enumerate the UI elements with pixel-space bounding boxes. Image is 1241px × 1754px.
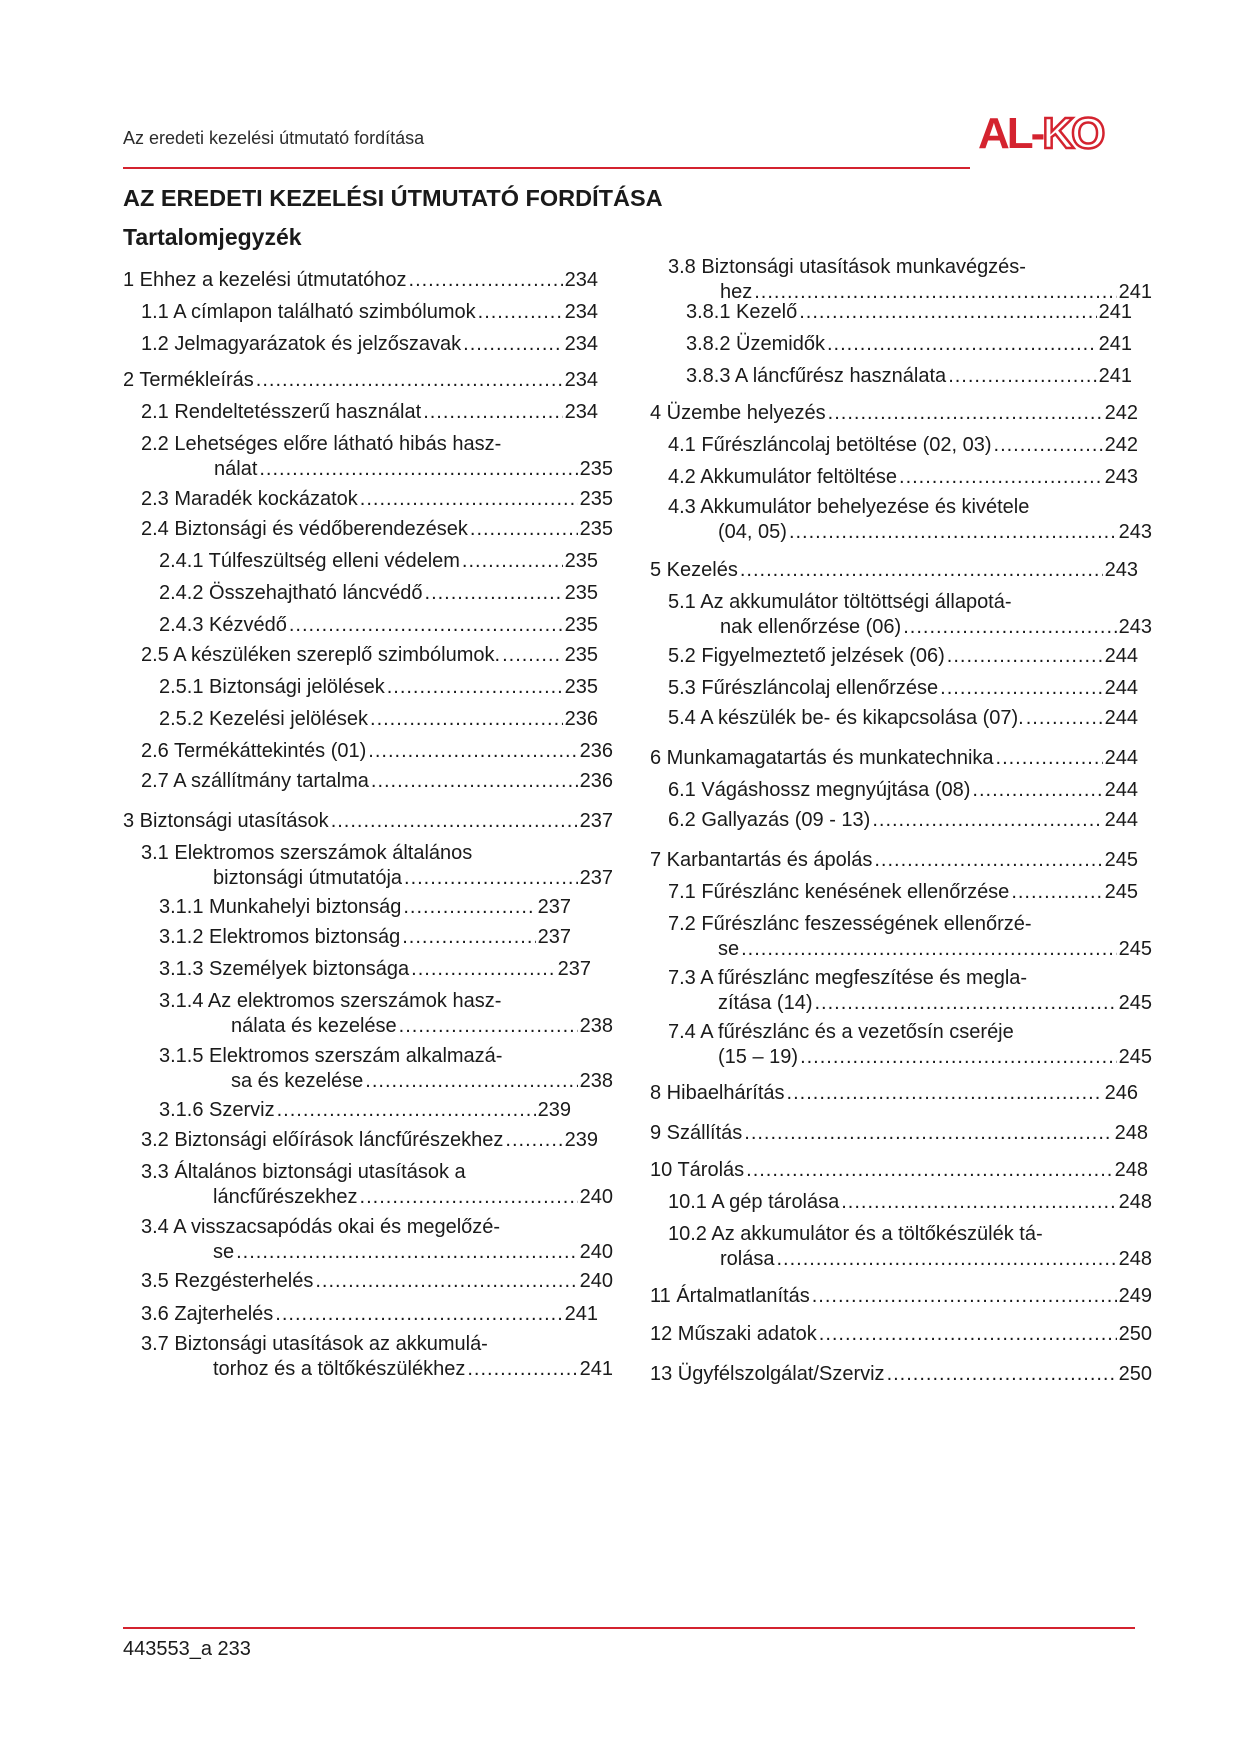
dot-leader [903, 615, 1116, 640]
toc-entry-3-8[interactable] [668, 255, 1152, 305]
toc-entry-6-1[interactable] [668, 778, 1138, 803]
toc-entry-page: 240 [579, 1270, 613, 1292]
toc-entry-title: 2.5 A készüléken szereplő szimbólumok. [141, 644, 501, 666]
dot-leader [425, 581, 563, 606]
toc-entry-2-2[interactable] [141, 432, 613, 482]
toc-entry-6[interactable] [650, 746, 1138, 771]
dot-leader [812, 1284, 1117, 1309]
toc-entry-title: 2.1 Rendeltetésszerű használat [141, 401, 422, 423]
dot-leader [940, 676, 1102, 701]
dot-leader [789, 520, 1117, 545]
toc-entry-9[interactable] [650, 1121, 1148, 1146]
toc-entry-7-4[interactable] [668, 1020, 1152, 1070]
dot-leader [819, 1322, 1117, 1347]
dot-leader [502, 643, 563, 668]
toc-entry-title: nálat [214, 458, 258, 480]
dot-leader [872, 808, 1102, 833]
dot-leader [478, 300, 563, 325]
toc-entry-title: 4.3 Akkumulátor behelyezése és kivétele [668, 496, 1030, 518]
toc-entry-5-2[interactable] [668, 644, 1138, 669]
toc-entry-title: 7.4 A fűrészlánc és a vezetősín cseréje [668, 1021, 1014, 1043]
toc-entry-2-4-3[interactable] [159, 613, 598, 638]
toc-entry-10[interactable] [650, 1158, 1148, 1183]
document-title: AZ EREDETI KEZELÉSI ÚTMUTATÓ FORDÍTÁSA [123, 185, 663, 211]
toc-entry-page: 244 [1104, 707, 1138, 729]
dot-leader [403, 895, 535, 920]
toc-entry-title: 3.6 Zajterhelés [141, 1303, 274, 1325]
toc-entry-title: hez [720, 281, 753, 303]
toc-entry-page: 234 [564, 401, 598, 423]
toc-entry-page: 243 [1118, 521, 1152, 543]
toc-entry-page: 245 [1118, 938, 1152, 960]
dot-leader [387, 675, 563, 700]
toc-entry-title: 2.5.1 Biztonsági jelölések [159, 676, 385, 698]
toc-entry-title: 3.1.3 Személyek biztonsága [159, 958, 410, 980]
toc-entry-page: 245 [1104, 881, 1138, 903]
toc-entry-title: 2.6 Termékáttekintés (01) [141, 740, 367, 762]
page-footer [123, 1638, 251, 1661]
toc-entry-title: 2.4 Biztonsági és védőberendezések [141, 518, 468, 540]
toc-entry-title: 5.2 Figyelmeztető jelzések (06) [668, 645, 945, 667]
dot-leader [259, 457, 577, 482]
toc-entry-title: se [718, 938, 740, 960]
toc-entry-3-8-3[interactable] [686, 364, 1132, 389]
dot-leader [411, 957, 555, 982]
toc-entry-page: 234 [564, 301, 598, 323]
toc-entry-3[interactable] [123, 809, 613, 834]
toc-entry-title: 5.4 A készülék be- és kikapcsolása (07). [668, 707, 1024, 729]
toc-entry-page: 244 [1104, 809, 1138, 831]
dot-leader [399, 1014, 578, 1039]
dot-leader [423, 400, 562, 425]
toc-entry-2-6[interactable] [141, 739, 613, 764]
dot-leader [994, 433, 1103, 458]
toc-entry-title: (04, 05) [718, 521, 787, 543]
toc-entry-page: 235 [564, 550, 598, 572]
dot-leader [409, 268, 563, 293]
toc-entry-page: 248 [1118, 1248, 1152, 1270]
toc-entry-title: 3.1.2 Elektromos biztonság [159, 926, 401, 948]
toc-entry-5-1[interactable] [668, 590, 1152, 640]
toc-entry-page: 234 [564, 269, 598, 291]
toc-entry-page: 240 [579, 1241, 613, 1263]
footer-divider [123, 1627, 1135, 1629]
toc-entry-page: 241 [1118, 281, 1152, 303]
toc-entry-2-5[interactable] [141, 643, 598, 668]
toc-entry-3-1[interactable] [141, 841, 613, 891]
toc-entry-title: 2.4.2 Összehajtható láncvédő [159, 582, 423, 604]
toc-entry-title: 3.2 Biztonsági előírások láncfűrészekhez [141, 1129, 504, 1151]
dot-leader [787, 1081, 1103, 1106]
toc-entry-page: 236 [564, 708, 598, 730]
toc-entry-title: biztonsági útmutatója [213, 867, 403, 889]
dot-leader [800, 1045, 1117, 1070]
dot-leader [371, 769, 578, 794]
dot-leader [1011, 880, 1102, 905]
toc-entry-title: 1.1 A címlapon található szimbólumok [141, 301, 476, 323]
toc-entry-page: 250 [1118, 1363, 1152, 1385]
toc-entry-3-6[interactable] [141, 1302, 598, 1327]
toc-entry-6-2[interactable] [668, 808, 1138, 833]
toc-entry-title: láncfűrészekhez [213, 1186, 358, 1208]
toc-entry-13[interactable] [650, 1362, 1152, 1387]
dot-leader [462, 549, 563, 574]
toc-entry-title: (15 – 19) [718, 1046, 799, 1068]
toc-entry-page: 237 [579, 867, 613, 889]
toc-entry-page: 235 [564, 614, 598, 636]
dot-leader [746, 1158, 1112, 1183]
toc-entry-8[interactable] [650, 1081, 1138, 1106]
toc-entry-title: nálata és kezelése [231, 1015, 397, 1037]
toc-entry-title: rolása [720, 1248, 775, 1270]
dot-leader [947, 644, 1103, 669]
toc-entry-4-2[interactable] [668, 465, 1138, 490]
dot-leader [948, 364, 1096, 389]
toc-entry-5[interactable] [650, 558, 1138, 583]
toc-entry-page: 235 [564, 676, 598, 698]
toc-entry-title: 7.3 A fűrészlánc megfeszítése és megla- [668, 967, 1028, 989]
toc-entry-page: 241 [1098, 365, 1132, 387]
toc-entry-title: 3.1.1 Munkahelyi biztonság [159, 896, 402, 918]
toc-entry-1-2[interactable] [141, 332, 598, 357]
running-title: Az eredeti kezelési útmutató fordítása [123, 128, 425, 148]
toc-entry-title: zítása (14) [718, 992, 813, 1014]
toc-entry-page: 244 [1104, 747, 1138, 769]
toc-entry-page: 242 [1104, 434, 1138, 456]
toc-entry-title: nak ellenőrzése (06) [720, 616, 902, 638]
toc-entry-title: 2.4.3 Kézvédő [159, 614, 287, 636]
toc-entry-5-4[interactable] [668, 706, 1138, 731]
toc-entry-title: 1 Ehhez a kezelési útmutatóhoz [123, 269, 407, 291]
dot-leader [277, 1098, 536, 1123]
toc-entry-3-1-6[interactable] [159, 1098, 571, 1123]
toc-entry-11[interactable] [650, 1284, 1152, 1309]
toc-entry-2-4-2[interactable] [159, 581, 598, 606]
toc-entry-page: 248 [1114, 1122, 1148, 1144]
toc-entry-4-1[interactable] [668, 433, 1138, 458]
toc-entry-3-4[interactable] [141, 1215, 613, 1265]
dot-leader [360, 1185, 578, 1210]
toc-entry-title: se [213, 1241, 235, 1263]
dot-leader [740, 558, 1103, 583]
toc-entry-title: 7.1 Fűrészlánc kenésének ellenőrzése [668, 881, 1010, 903]
toc-entry-page: 235 [564, 644, 598, 666]
toc-entry-page: 236 [579, 770, 613, 792]
toc-entry-page: 250 [1118, 1323, 1152, 1345]
toc-heading: Tartalomjegyzék [123, 224, 302, 250]
toc-entry-page: 237 [537, 926, 571, 948]
dot-leader [776, 1247, 1116, 1272]
dot-leader [996, 746, 1103, 771]
toc-entry-3-1-5[interactable] [159, 1044, 613, 1094]
toc-entry-page: 234 [564, 369, 598, 391]
dot-leader [887, 1362, 1117, 1387]
toc-entry-2-3[interactable] [141, 487, 613, 512]
dot-leader [1026, 706, 1103, 731]
dot-leader [874, 848, 1102, 873]
toc-entry-title: 5 Kezelés [650, 559, 738, 581]
toc-entry-page: 234 [564, 333, 598, 355]
toc-entry-page: 240 [579, 1186, 613, 1208]
dot-leader [360, 487, 578, 512]
toc-entry-page: 243 [1118, 616, 1152, 638]
doc-number: 443553_a [123, 1638, 212, 1660]
toc-entry-title: 13 Ügyfélszolgálat/Szerviz [650, 1363, 885, 1385]
toc-entry-title: 2.3 Maradék kockázatok [141, 488, 358, 510]
toc-entry-2-4-1[interactable] [159, 549, 598, 574]
toc-entry-page: 235 [579, 488, 613, 510]
dot-leader [467, 1357, 577, 1382]
toc-entry-title: 5.1 Az akkumulátor töltöttségi állapotá- [668, 591, 1012, 613]
toc-entry-title: 12 Műszaki adatok [650, 1323, 817, 1345]
toc-entry-3-8-1[interactable] [686, 300, 1132, 325]
toc-entry-3-7[interactable] [141, 1332, 613, 1382]
toc-entry-3-1-3[interactable] [159, 957, 591, 982]
dot-leader [463, 332, 562, 357]
toc-entry-title: 6.1 Vágáshossz megnyújtása (08) [668, 779, 971, 801]
toc-entry-page: 235 [579, 518, 613, 540]
toc-entry-title: 3.8.1 Kezelő [686, 301, 798, 323]
toc-entry-page: 241 [1098, 301, 1132, 323]
toc-entry-title: 8 Hibaelhárítás [650, 1082, 785, 1104]
toc-entry-page: 241 [579, 1358, 613, 1380]
toc-entry-title: 2.7 A szállítmány tartalma [141, 770, 369, 792]
toc-entry-page: 235 [564, 582, 598, 604]
dot-leader [827, 332, 1097, 357]
toc-entry-title: 6 Munkamagatartás és munkatechnika [650, 747, 994, 769]
toc-entry-page: 239 [537, 1099, 571, 1121]
dot-leader [828, 401, 1103, 426]
toc-entry-title: 7 Karbantartás és ápolás [650, 849, 873, 871]
toc-entry-page: 237 [579, 810, 613, 832]
toc-entry-title: 3.5 Rezgésterhelés [141, 1270, 314, 1292]
toc-entry-2-5-2[interactable] [159, 707, 598, 732]
toc-entry-title: 10.1 A gép tárolása [668, 1191, 840, 1213]
toc-entry-3-8-2[interactable] [686, 332, 1132, 357]
toc-entry-page: 245 [1118, 1046, 1152, 1068]
dot-leader [402, 925, 535, 950]
toc-entry-page: 238 [579, 1070, 613, 1092]
toc-entry-title: 3.7 Biztonsági utasítások az akkumulá- [141, 1333, 488, 1355]
toc-entry-page: 249 [1118, 1285, 1152, 1307]
toc-entry-page: 236 [579, 740, 613, 762]
toc-entry-page: 238 [579, 1015, 613, 1037]
toc-entry-7-1[interactable] [668, 880, 1138, 905]
header-divider [123, 167, 970, 169]
toc-entry-3-5[interactable] [141, 1269, 613, 1294]
toc-entry-4[interactable] [650, 401, 1138, 426]
dot-leader [368, 739, 577, 764]
toc-entry-title: 5.3 Fűrészláncolaj ellenőrzése [668, 677, 939, 699]
toc-entry-page: 244 [1104, 677, 1138, 699]
toc-entry-page: 244 [1104, 645, 1138, 667]
toc-entry-title: 3.1 Elektromos szerszámok általános [141, 842, 473, 864]
dot-leader [275, 1302, 562, 1327]
toc-entry-title: 3.1.6 Szerviz [159, 1099, 275, 1121]
toc-entry-page: 244 [1104, 779, 1138, 801]
toc-entry-title: 3 Biztonsági utasítások [123, 810, 329, 832]
dot-leader [505, 1128, 562, 1153]
toc-entry-2-1[interactable] [141, 400, 598, 425]
toc-entry-title: 4.2 Akkumulátor feltöltése [668, 466, 898, 488]
dot-leader [799, 300, 1096, 325]
toc-entry-5-3[interactable] [668, 676, 1138, 701]
dot-leader [972, 778, 1102, 803]
toc-entry-title: 11 Ártalmatlanítás [650, 1285, 810, 1307]
dot-leader [899, 465, 1103, 490]
toc-entry-1[interactable] [123, 268, 598, 293]
toc-entry-title: 6.2 Gallyazás (09 - 13) [668, 809, 871, 831]
dot-leader [289, 613, 563, 638]
toc-entry-page: 242 [1104, 402, 1138, 424]
toc-entry-page: 235 [579, 458, 613, 480]
dot-leader [814, 991, 1116, 1016]
dot-leader [236, 1240, 578, 1265]
toc-entry-10-2[interactable] [668, 1222, 1152, 1272]
toc-entry-7-2[interactable] [668, 912, 1152, 962]
toc-entry-page: 237 [537, 896, 571, 918]
dot-leader [470, 517, 578, 542]
toc-entry-title: 3.1.5 Elektromos szerszám alkalmazá- [159, 1045, 503, 1067]
toc-entry-title: 9 Szállítás [650, 1122, 743, 1144]
toc-entry-page: 243 [1104, 466, 1138, 488]
toc-entry-3-2[interactable] [141, 1128, 598, 1153]
toc-entry-page: 241 [1098, 333, 1132, 355]
toc-entry-page: 239 [564, 1129, 598, 1151]
toc-entry-7-3[interactable] [668, 966, 1152, 1016]
alko-logo: AL-KO [978, 109, 1103, 158]
toc-entry-page: 237 [557, 958, 591, 980]
dot-leader [331, 809, 578, 834]
toc-entry-title: 3.4 A visszacsapódás okai és megelőzé- [141, 1216, 501, 1238]
toc-entry-3-1-1[interactable] [159, 895, 571, 920]
toc-entry-1-1[interactable] [141, 300, 598, 325]
toc-entry-2-7[interactable] [141, 769, 613, 794]
toc-entry-title: 4.1 Fűrészláncolaj betöltése (02, 03) [668, 434, 992, 456]
toc-entry-title: sa és kezelése [231, 1070, 364, 1092]
toc-entry-title: 2.5.2 Kezelési jelölések [159, 708, 369, 730]
dot-leader [404, 866, 578, 891]
toc-entry-page: 248 [1114, 1159, 1148, 1181]
toc-entry-4-3[interactable] [668, 495, 1152, 545]
dot-leader [841, 1190, 1116, 1215]
toc-entry-title: 2 Termékleírás [123, 369, 254, 391]
toc-entry-title: 3.8 Biztonsági utasítások munkavégzés- [668, 256, 1026, 278]
toc-entry-2-5-1[interactable] [159, 675, 598, 700]
dot-leader [365, 1069, 577, 1094]
dot-leader [256, 368, 563, 393]
toc-entry-12[interactable] [650, 1322, 1152, 1347]
dot-leader [315, 1269, 577, 1294]
toc-entry-10-1[interactable] [668, 1190, 1152, 1215]
toc-entry-title: 3.8.3 A láncfűrész használata [686, 365, 947, 387]
toc-entry-title: 7.2 Fűrészlánc feszességének ellenőrzé- [668, 913, 1032, 935]
toc-entry-title: 3.3 Általános biztonsági utasítások a [141, 1161, 466, 1183]
toc-entry-title: 3.8.2 Üzemidők [686, 333, 825, 355]
toc-entry-2[interactable] [123, 368, 598, 393]
toc-entry-3-1-4[interactable] [159, 989, 613, 1039]
toc-entry-7[interactable] [650, 848, 1138, 873]
toc-entry-title: torhoz és a töltőkészülékhez [213, 1358, 466, 1380]
toc-entry-page: 243 [1104, 559, 1138, 581]
toc-entry-page: 245 [1104, 849, 1138, 871]
toc-entry-title: 10 Tárolás [650, 1159, 745, 1181]
toc-entry-page: 246 [1104, 1082, 1138, 1104]
toc-entry-3-3[interactable] [141, 1160, 613, 1210]
toc-entry-3-1-2[interactable] [159, 925, 571, 950]
dot-leader [741, 937, 1117, 962]
toc-entry-title: 10.2 Az akkumulátor és a töltőkészülék tá- [668, 1223, 1043, 1245]
toc-entry-page: 248 [1118, 1191, 1152, 1213]
page-number: 233 [217, 1638, 251, 1660]
toc-entry-title: 1.2 Jelmagyarázatok és jelzőszavak [141, 333, 462, 355]
dot-leader [370, 707, 563, 732]
toc-entry-title: 2.4.1 Túlfeszültség elleni védelem [159, 550, 460, 572]
toc-entry-page: 245 [1118, 992, 1152, 1014]
toc-entry-page: 241 [564, 1303, 598, 1325]
dot-leader [744, 1121, 1112, 1146]
toc-entry-title: 3.1.4 Az elektromos szerszámok hasz- [159, 990, 502, 1012]
toc-entry-title: 2.2 Lehetséges előre látható hibás hasz- [141, 433, 502, 455]
toc-entry-title: 4 Üzembe helyezés [650, 402, 826, 424]
toc-entry-2-4[interactable] [141, 517, 613, 542]
